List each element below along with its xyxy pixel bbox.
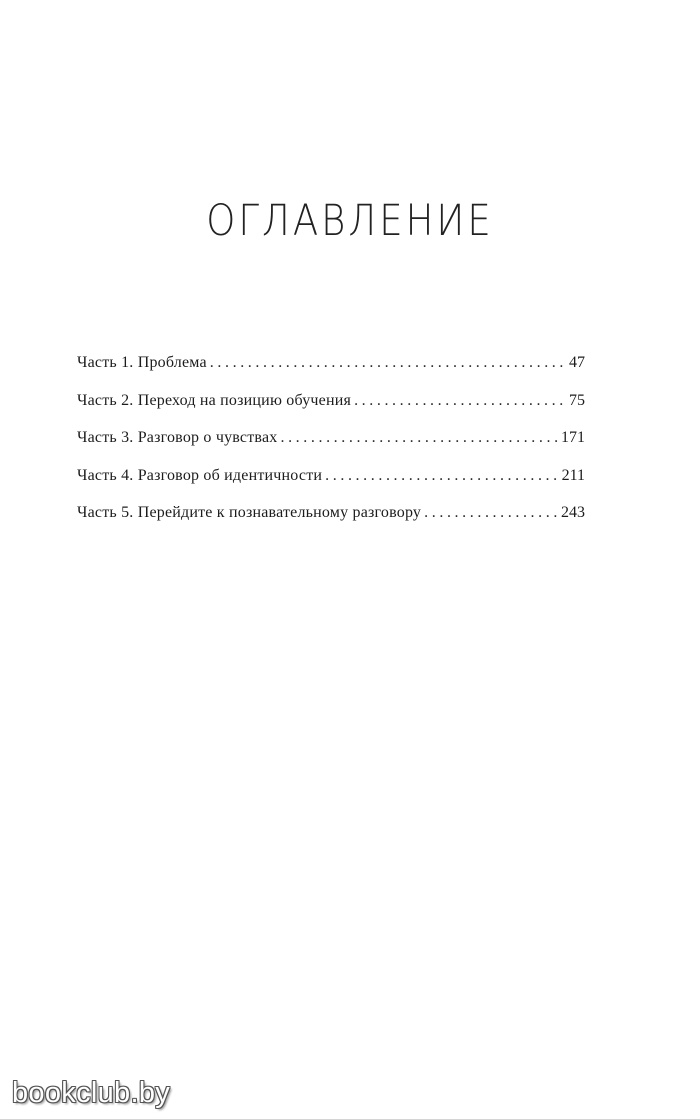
toc-dot-leader: [325, 467, 558, 485]
toc-entry-page-number: 171: [561, 429, 585, 446]
toc-entry-page-number: 211: [561, 466, 585, 484]
toc-entry-label: Часть 1. Проблема: [77, 354, 207, 371]
watermark-logo: bookclub.by: [12, 1077, 171, 1109]
toc-entry-page-number: 243: [561, 504, 585, 521]
toc-entry-4: [77, 467, 585, 505]
toc-entry-3: [77, 429, 585, 467]
toc-entry-label: Часть 3. Разговор о чувствах: [77, 429, 278, 446]
toc-entry-1: [77, 354, 585, 392]
toc-dot-leader: [424, 504, 558, 522]
toc-entry-page-number: 47: [569, 354, 585, 371]
toc-entry-label: Часть 5. Перейдите к познавательному разговору: [77, 504, 422, 521]
toc-dot-leader: [280, 429, 558, 447]
toc-entry-2: [77, 392, 585, 430]
toc-entry-label: Часть 2. Переход на позицию обучения: [77, 391, 352, 409]
toc-entry-page-number: 75: [569, 391, 585, 409]
page-title: ОГЛАВЛЕНИЕ: [206, 196, 494, 246]
toc-entry-label: Часть 4. Разговор об идентичности: [77, 466, 323, 484]
table-of-contents: [77, 354, 585, 542]
toc-dot-leader: [354, 392, 566, 410]
toc-entry-5: [77, 504, 585, 542]
toc-dot-leader: [210, 354, 566, 372]
